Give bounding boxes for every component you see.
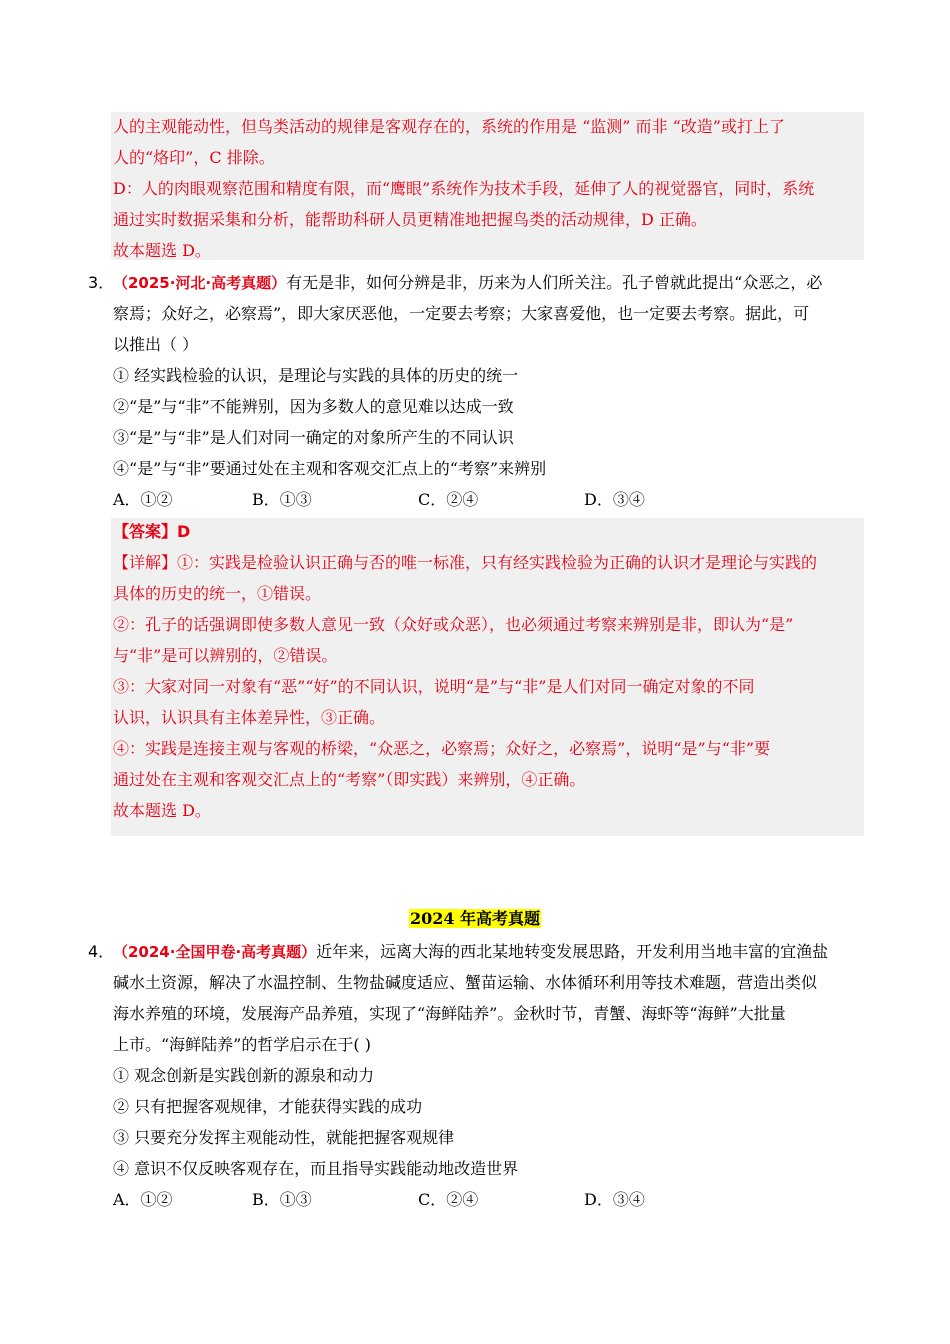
answer-line: 故本题选 D。 bbox=[113, 241, 211, 260]
question-stem-first-line bbox=[113, 273, 822, 293]
option-d[interactable]: D．③④ bbox=[584, 490, 645, 509]
explanation-line: 与“非”是可以辨别的，②错误。 bbox=[113, 646, 338, 665]
option-b[interactable]: B．①③ bbox=[252, 1190, 312, 1209]
question-stem-line: 察焉；众好之，必察焉”，即大家厌恶他，一定要去考察；大家喜爱他，也一定要去考察。据此，可 bbox=[113, 304, 810, 323]
answer-line: 人的主观能动性，但鸟类活动的规律是客观存在的，系统的作用是 “监测” 而非 “改造”或打上了 bbox=[113, 117, 785, 136]
explanation-line: 通过处在主观和客观交汇点上的“考察”（即实践）来辨别，④正确。 bbox=[113, 770, 586, 789]
explanation-line: ②：孔子的话强调即使多数人意见一致（众好或众恶），也必须通过考察来辨别是非，即认为“是” bbox=[113, 615, 794, 634]
question-stem-line: 近年来，远离大海的西北某地转变发展思路，开发利用当地丰富的宜渔盐 bbox=[316, 942, 829, 961]
explanation-line: ③：大家对同一对象有“恶”“好”的不同认识，说明“是”与“非”是人们对同一确定对象的不同 bbox=[113, 677, 755, 696]
option-d[interactable]: D．③④ bbox=[584, 1190, 645, 1209]
question-stem-line: 海水养殖的环境，发展海产品养殖，实现了“海鲜陆养”。金秋时节，青蟹、海虾等“海鲜”大批量 bbox=[113, 1004, 786, 1023]
statement-item: ② 只有把握客观规律，才能获得实践的成功 bbox=[113, 1097, 423, 1116]
statement-item: ① 观念创新是实践创新的源泉和动力 bbox=[113, 1066, 375, 1085]
question-number: 3． bbox=[88, 273, 115, 292]
question-stem-line: 碱水土资源，解决了水温控制、生物盐碱度适应、蟹苗运输、水体循环利用等技术难题，营造出类似 bbox=[113, 973, 818, 992]
option-b[interactable]: B．①③ bbox=[252, 490, 312, 509]
question-source: （2024·全国甲卷·高考真题） bbox=[113, 943, 317, 961]
question-source: （2025·河北·高考真题） bbox=[113, 274, 287, 292]
option-c[interactable]: C．②④ bbox=[418, 490, 479, 509]
statement-item: ③“是”与“非”是人们对同一确定的对象所产生的不同认识 bbox=[113, 428, 514, 447]
explanation-line: 故本题选 D。 bbox=[113, 801, 211, 820]
question-stem-line: 上市。“海鲜陆养”的哲学启示在于( ) bbox=[113, 1035, 371, 1054]
question-stem-line: 以推出（ ） bbox=[113, 335, 199, 354]
statement-item: ④“是”与“非”要通过处在主观和客观交汇点上的“考察”来辨别 bbox=[113, 459, 547, 478]
statement-item: ②“是”与“非”不能辨别，因为多数人的意见难以达成一致 bbox=[113, 397, 514, 416]
option-a[interactable]: A．①② bbox=[113, 1190, 173, 1209]
question-number: 4． bbox=[88, 942, 115, 961]
answer-line: 人的“烙印”，C 排除。 bbox=[113, 148, 275, 167]
answer-line: D：人的肉眼观察范围和精度有限，而“鹰眼”系统作为技术手段，延伸了人的视觉器官，同时，系统 bbox=[113, 179, 815, 198]
answer-line: 通过实时数据采集和分析，能帮助科研人员更精准地把握鸟类的活动规律，D 正确。 bbox=[113, 210, 707, 229]
question-stem-first-line bbox=[113, 942, 828, 962]
option-c[interactable]: C．②④ bbox=[418, 1190, 479, 1209]
question-stem-line: 有无是非，如何分辨是非，历来为人们所关注。孔子曾就此提出“众恶之，必 bbox=[286, 273, 823, 292]
section-title bbox=[0, 909, 950, 929]
explanation-line: 具体的历史的统一，①错误。 bbox=[113, 584, 322, 603]
explanation-line: 认识，认识具有主体差异性，③正确。 bbox=[113, 708, 386, 727]
statement-item: ③ 只要充分发挥主观能动性，就能把握客观规律 bbox=[113, 1128, 455, 1147]
answer-label: 【答案】D bbox=[113, 522, 191, 541]
explanation-line: ④：实践是连接主观与客观的桥梁，“众恶之，必察焉；众好之，必察焉”，说明“是”与“非”要 bbox=[113, 739, 771, 758]
option-a[interactable]: A．①② bbox=[113, 490, 173, 509]
statement-item: ④ 意识不仅反映客观存在，而且指导实践能动地改造世界 bbox=[113, 1159, 519, 1178]
section-title-text: 2024 年高考真题 bbox=[409, 909, 541, 928]
statement-item: ① 经实践检验的认识，是理论与实践的具体的历史的统一 bbox=[113, 366, 519, 385]
explanation-line: 【详解】①：实践是检验认识正确与否的唯一标准，只有经实践检验为正确的认识才是理论与实践的 bbox=[113, 553, 818, 572]
